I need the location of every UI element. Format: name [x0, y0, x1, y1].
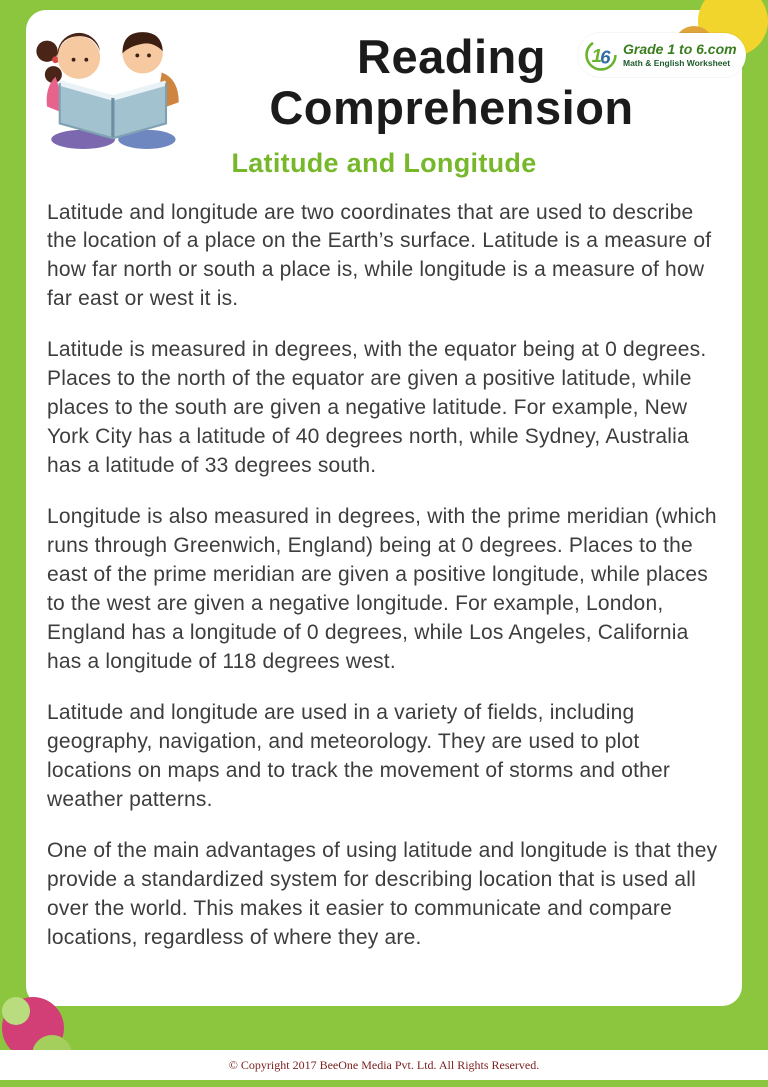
paragraph: Latitude and longitude are two coordinates that are used to describe the location of a place on the Earth’s surface. Latitude is a measure of how far north or south a place is, while longitude is a measure of how far east or west it is. [47, 200, 712, 311]
paragraph: Latitude is measured in degrees, with the equator being at 0 degrees. Places to the north of the equator are given a positive latitude, while places to the south are given a negative latitude. For example, New York City has a latitude of 40 degrees north, while Sydney, Australia has a latitude of 33 degrees south. [47, 338, 707, 478]
logo-brand-text: Grade 1 to 6.com [623, 41, 737, 58]
decor-small-green-circle [2, 997, 30, 1025]
paragraph: One of the main advantages of using latitude and longitude is that they provide a standardized system for describing location that is used all over the world. This makes it easier to communicate and compare locations, regardless of where they are. [47, 838, 718, 949]
footer [0, 1050, 768, 1080]
paragraph: Longitude is also measured in degrees, with the prime meridian (which runs through Greenwich, England) being at 0 degrees. Places to the east of the prime meridian are given a positive longitude, while places to the west are given a negative longitude. For example, London, England has a longitude of 0 degrees, while Los Angeles, California has a longitude of 118 degrees west. [47, 505, 717, 674]
svg-text:1: 1 [591, 44, 603, 66]
page-title-line-1: Reading [357, 30, 546, 83]
paragraph: Latitude and longitude are used in a variety of fields, including geography, navigation, and meteorology. They are used to plot locations on maps and to track the movement of storms and other weather patterns. [47, 701, 671, 811]
grade1to6-logo-icon [584, 38, 618, 72]
worksheet-subtitle: Latitude and Longitude [231, 147, 537, 178]
grade1to6-logo [578, 33, 746, 77]
logo-tagline-text: Math & English Worksheet [623, 57, 731, 68]
footer-copyright: © Copyright 2017 BeeOne Media Pvt. Ltd. All Rights Reserved. [228, 1057, 540, 1072]
kids-reading-illustration [30, 12, 200, 152]
worksheet-body [26, 179, 742, 953]
page-title-line-2: Comprehension [269, 80, 634, 134]
svg-text:6: 6 [600, 46, 611, 68]
content-card [26, 10, 742, 1006]
